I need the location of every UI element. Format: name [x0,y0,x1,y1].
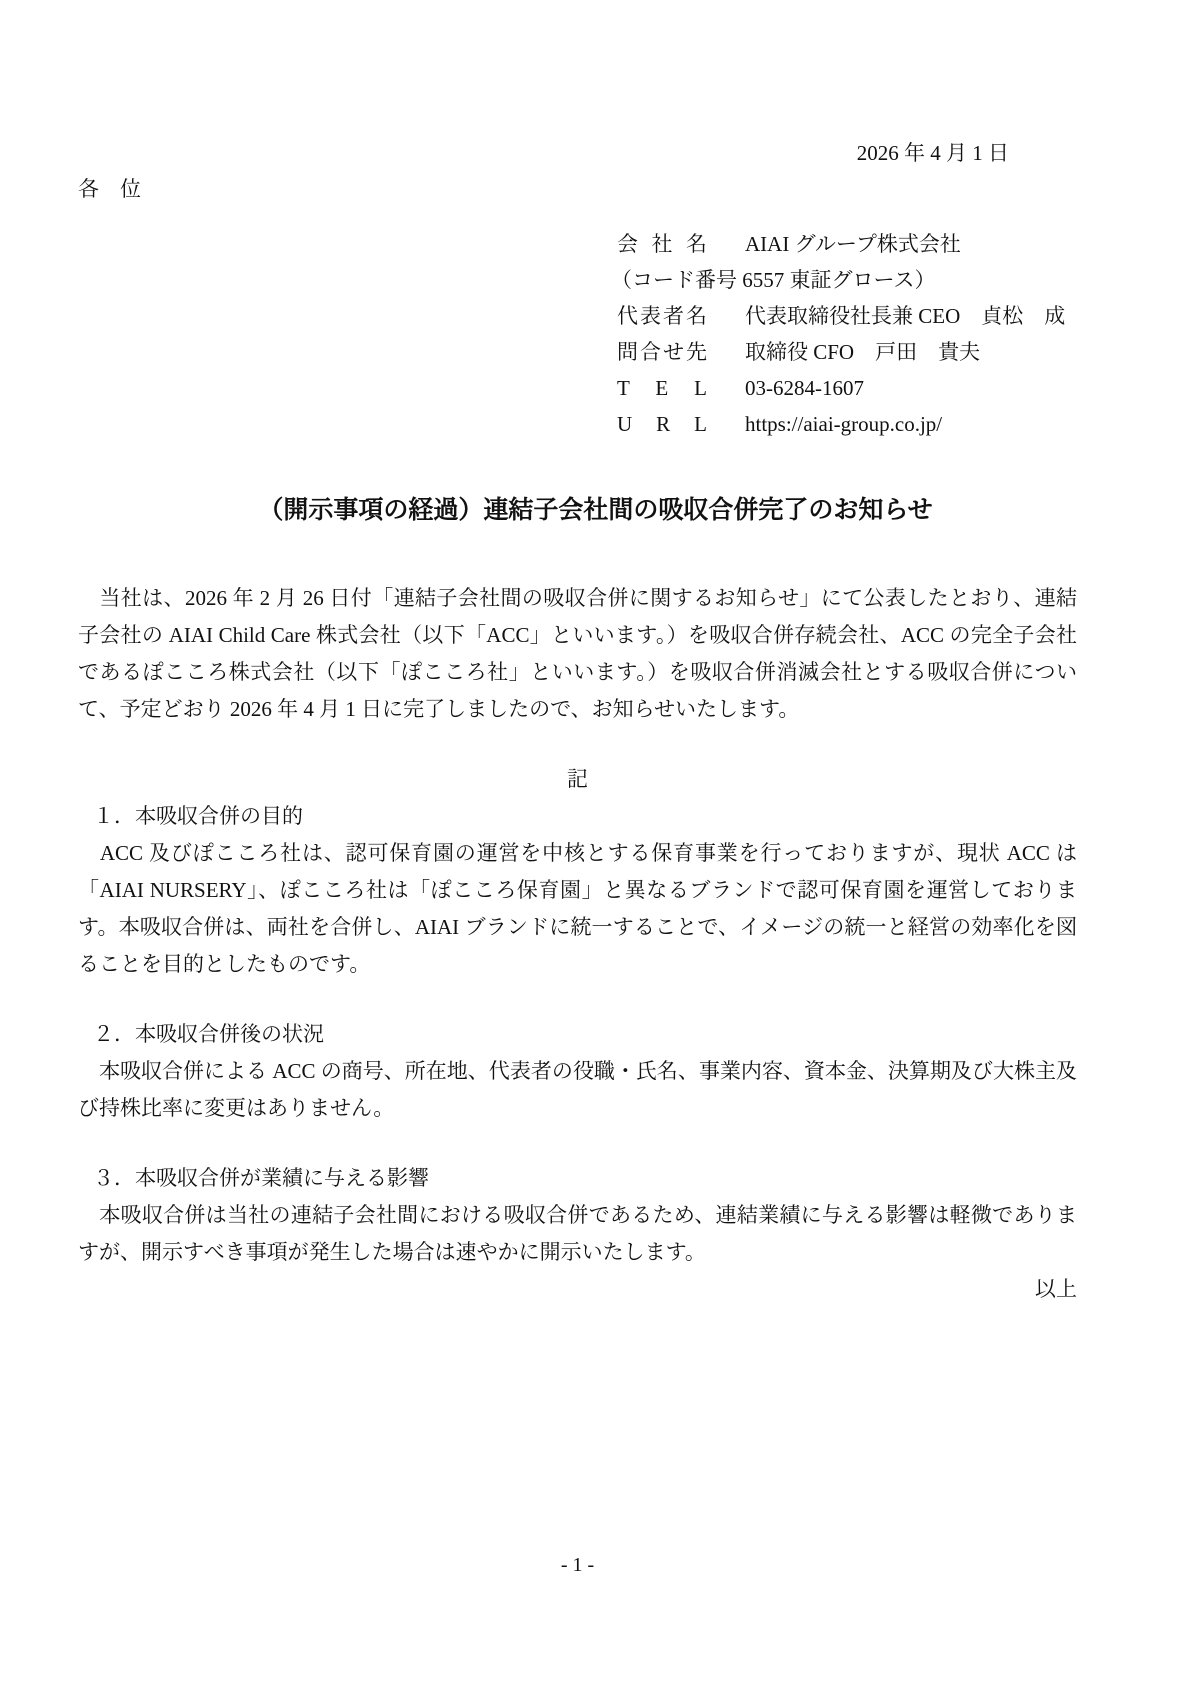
info-label: U R L [617,412,707,436]
recipient-text: 各 位 [78,177,141,201]
info-label: 会 社 名 [617,232,707,256]
info-row-stock-code [611,262,1077,298]
info-label: 代表者名 [617,304,707,328]
ki-marker: 記 [567,767,588,791]
info-row-representative [617,298,1077,334]
section-impact-on-results [78,1160,1077,1271]
document-title: （開示事項の経過）連結子会社間の吸収合併完了のお知らせ [258,497,933,524]
info-row-url [617,406,1077,442]
representative-value: 代表取締役社長兼 CEO 貞松 成 [745,304,1066,328]
stock-code-value: （コード番号 6557 東証グロース） [611,268,936,292]
company-info-block [611,226,1077,442]
section-heading: １．本吸収合併の目的 [93,804,303,828]
page-number: - 1 - [560,1554,595,1576]
company-name-value: AIAI グループ株式会社 [745,232,961,256]
document-content [78,138,1077,1308]
section-purpose [78,798,1077,983]
tel-value: 03-6284-1607 [745,376,864,400]
contact-value: 取締役 CFO 戸田 貴夫 [745,340,981,364]
info-label: 問合せ先 [617,340,707,364]
url-value: https://aiai-group.co.jp/ [745,412,943,436]
section-post-merger-status [78,1016,1077,1127]
info-row-tel [617,370,1077,406]
section-heading: ３．本吸収合併が業績に与える影響 [93,1166,429,1190]
info-label: T E L [617,376,707,400]
date-text: 2026 年 4 月 1 日 [856,141,1009,165]
section-body: ACC 及びぽこころ社は、認可保育園の運営を中核とする保育事業を行っておりますが、現状 ACC は「AIAI NURSERY」、ぽこころ社は「ぽこころ保育園」と異なるブランドで認可保育園を運営しております。本吸収合併は、両社を合併し、AIAI ブランドに統一することで、イメージの統一と経営の効率化を図ることを目的としたものです。 [78,841,1077,976]
info-row-company-name [617,226,1077,262]
section-body: 本吸収合併による ACC の商号、所在地、代表者の役職・氏名、事業内容、資本金、決算期及び大株主及び持株比率に変更はありません。 [78,1059,1077,1120]
section-heading: ２．本吸収合併後の状況 [93,1022,324,1046]
info-row-contact [617,334,1077,370]
section-body: 本吸収合併は当社の連結子会社間における吸収合併であるため、連結業績に与える影響は軽微でありますが、開示すべき事項が発生した場合は速やかに開示いたします。 [78,1203,1077,1264]
closing-text: 以上 [1035,1277,1077,1301]
intro-paragraph: 当社は、2026 年 2 月 26 日付「連結子会社間の吸収合併に関するお知らせ」にて公表したとおり、連結子会社の AIAI Child Care 株式会社（以下「ACC」といいます。）を吸収合併存続会社、ACC の完全子会社であるぽこころ株式会社（以下「ぽこころ社」といいます。）を吸収合併消滅会社とする吸収合併について、予定どおり 2026 年 4 月 1 日に完了しましたので、お知らせいたします。 [78,586,1077,721]
